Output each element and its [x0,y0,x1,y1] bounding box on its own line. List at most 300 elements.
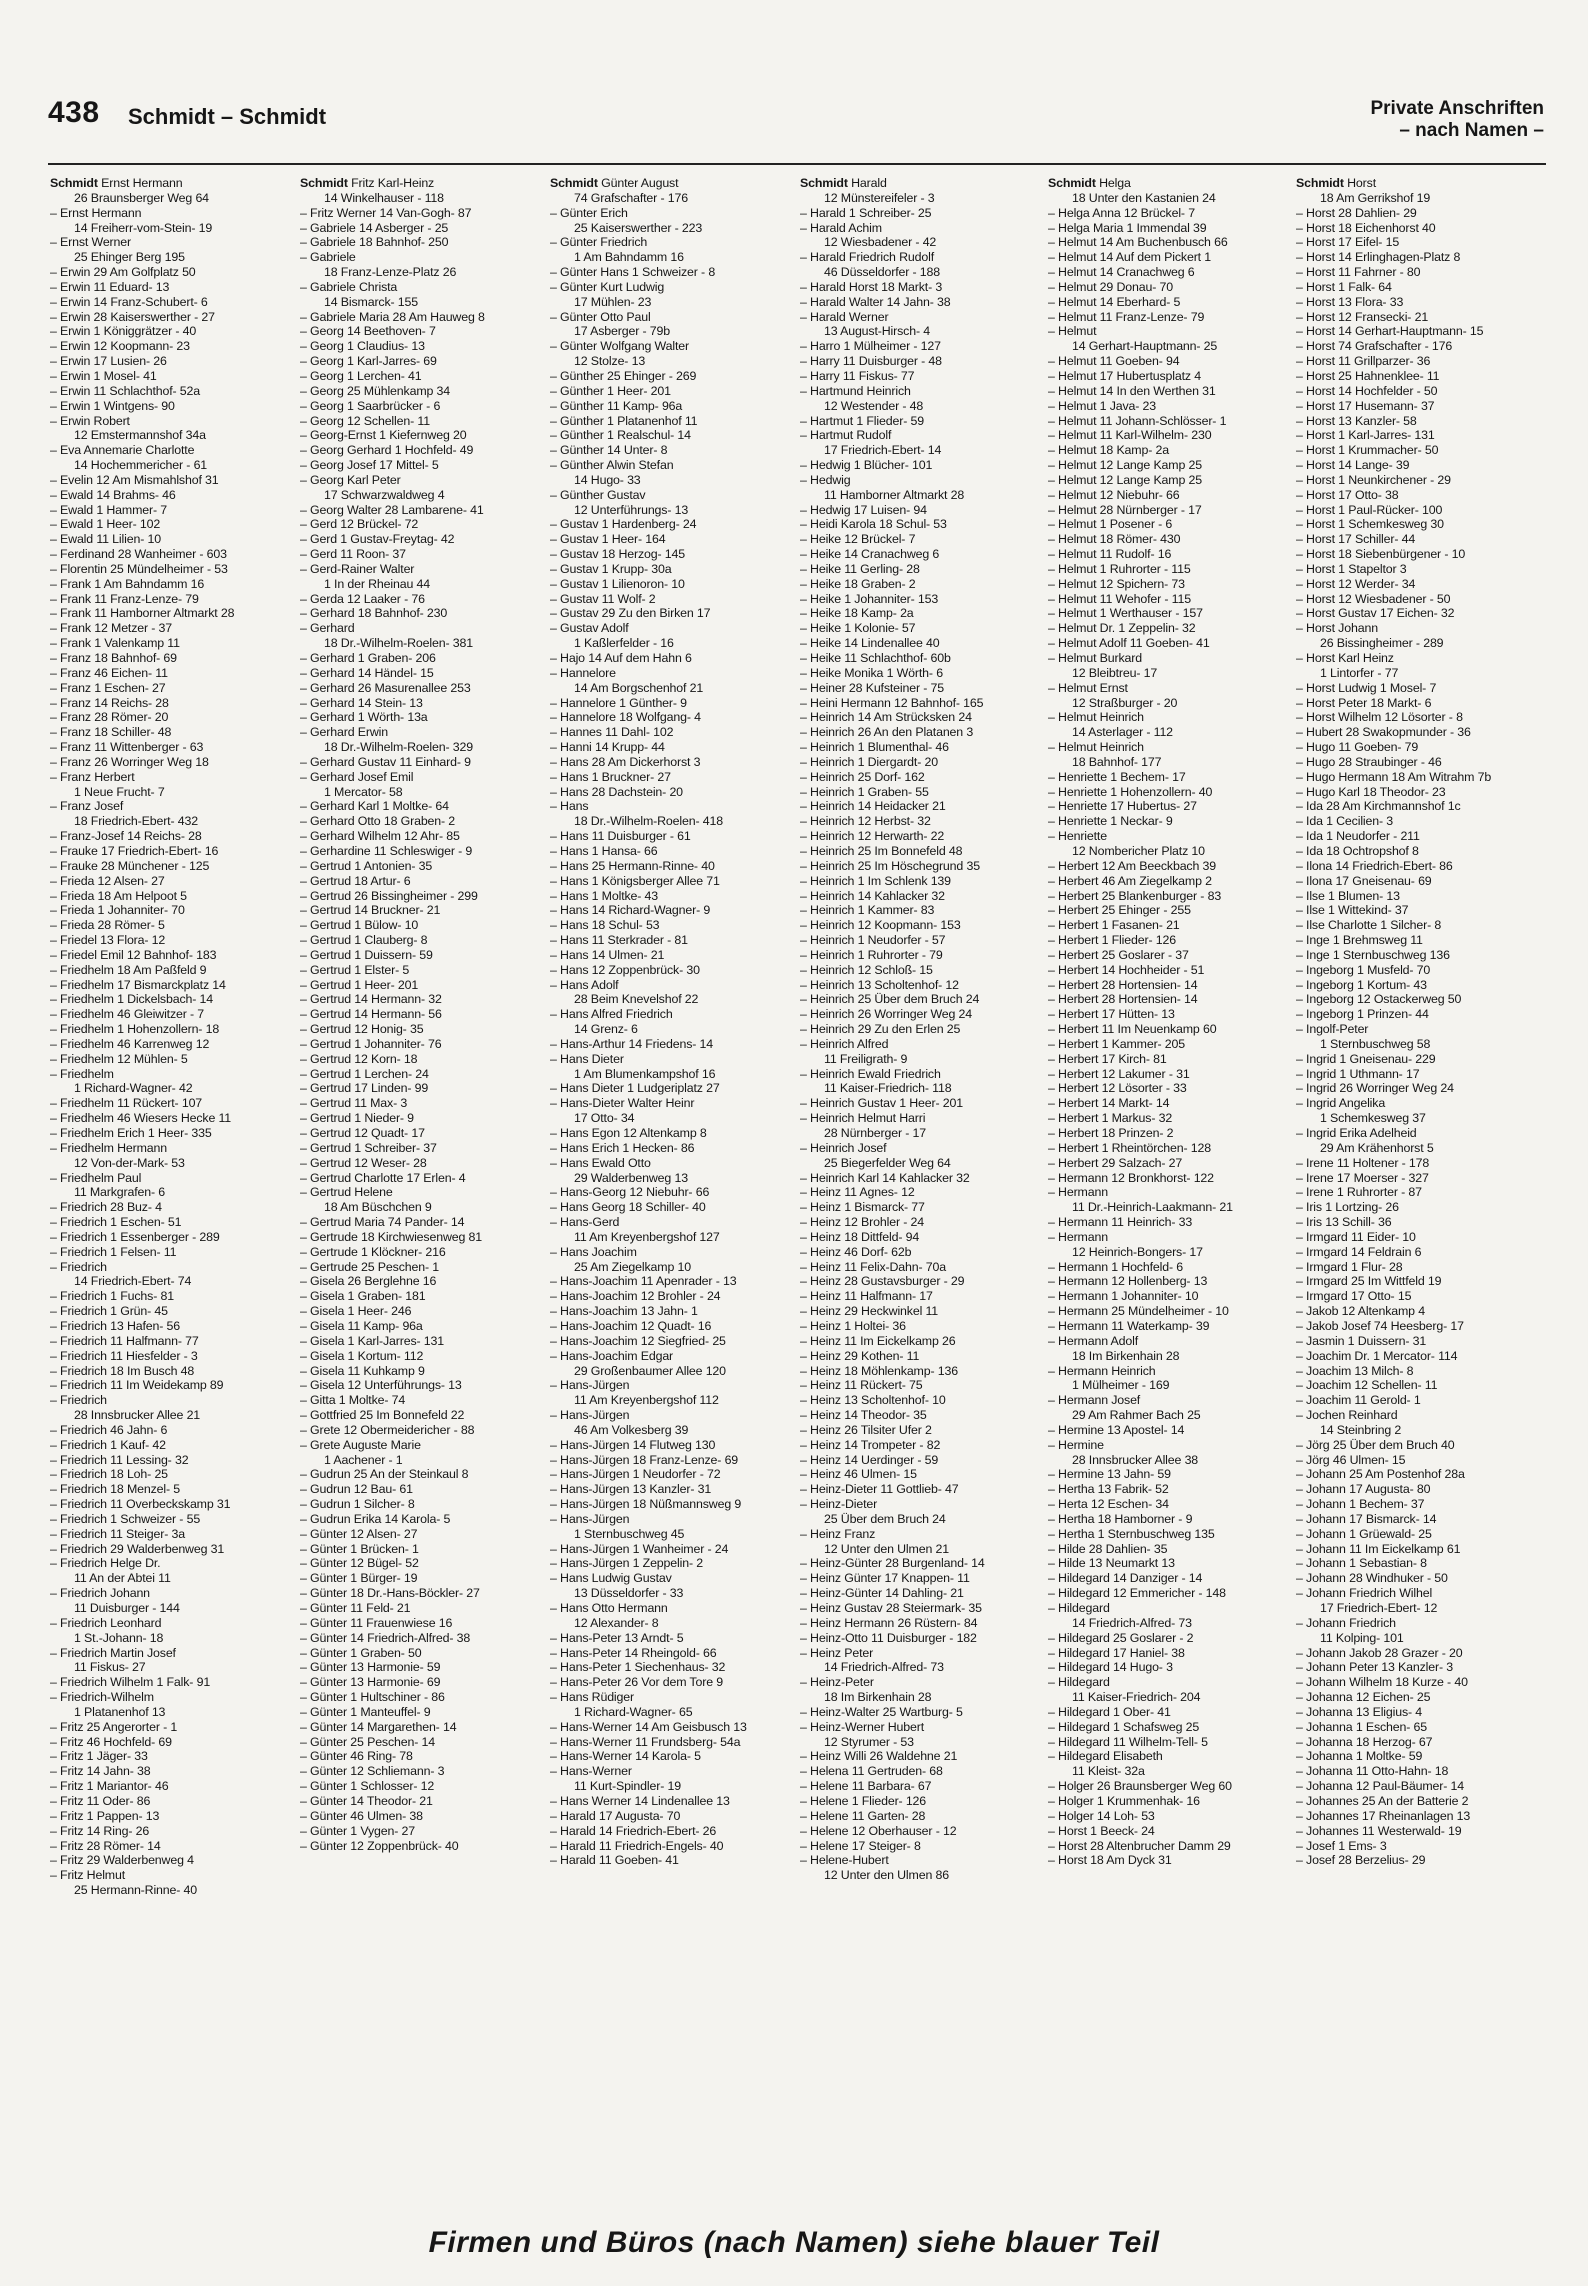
directory-entry: – Hans-Georg 12 Niebuhr- 66 [550,1185,710,1200]
directory-entry: – Friedhelm Paul [50,1170,142,1185]
directory-entry: – Ernst Hermann [50,205,142,220]
directory-entry: – Gertrud 11 Max- 3 [300,1096,408,1111]
directory-entry: – Gerhard Otto 18 Graben- 2 [300,814,456,829]
directory-entry: – Hildegard 25 Goslarer - 2 [1048,1630,1194,1645]
directory-entry: – Erwin 12 Koopmann- 23 [50,339,190,354]
directory-entry: 12 Bleibtreu- 17 [1072,665,1158,680]
directory-entry: – Friedrich 1 Schweizer - 55 [50,1511,201,1526]
directory-entry: 26 Bissingheimer - 289 [1320,636,1444,651]
directory-entry: – Hans [550,799,589,814]
directory-entry: – Horst 14 Lange- 39 [1296,458,1410,473]
directory-entry: – Horst 12 Werder- 34 [1296,576,1416,591]
directory-entry: – Franz 18 Schiller- 48 [50,725,172,740]
directory-entry: – Hans-Jürgen [550,1511,630,1526]
directory-entry: Schmidt Helga [1048,176,1131,190]
directory-entry: 12 Unter den Ulmen 21 [824,1541,949,1556]
directory-entry: 25 Ehinger Berg 195 [74,250,185,265]
directory-entry: 29 Am Krähenhorst 5 [1320,1140,1434,1155]
directory-entry: – Gisela 1 Karl-Jarres- 131 [300,1333,445,1348]
directory-entry: – Franz 28 Römer- 20 [50,710,169,725]
directory-entry: – Günter 1 Hultschiner - 86 [300,1690,445,1705]
directory-entry: – Fritz 1 Mariantor- 46 [50,1779,169,1794]
directory-entry: – Hans 12 Zoppenbrück- 30 [550,962,700,977]
directory-entry: – Gitta 1 Moltke- 74 [300,1393,406,1408]
directory-entry: – Gertrud Maria 74 Pander- 14 [300,1215,465,1230]
directory-entry: – Georg 12 Schellen- 11 [300,413,430,428]
directory-entry: 14 Winkelhauser - 118 [324,190,444,205]
directory-entry: – Heinz 29 Heckwinkel 11 [800,1304,939,1319]
directory-entry: – Helene 11 Barbara- 67 [800,1779,932,1794]
directory-entry: – Heinrich 26 Worringer Weg 24 [800,1007,973,1022]
directory-entry: 25 Hermann-Rinne- 40 [74,1883,198,1898]
directory-entry: – Günther Gustav [550,487,646,502]
directory-entry: – Horst 11 Fahrner - 80 [1296,265,1421,280]
directory-entry: 1 Mercator- 58 [324,784,403,799]
directory-entry: – Heinz 11 Felix-Dahn- 70a [800,1259,947,1274]
directory-entry: – Friedrich 1 Eschen- 51 [50,1215,182,1230]
directory-entry: – Johann 1 Sebastian- 8 [1296,1556,1427,1571]
directory-entry: – Joachim Dr. 1 Mercator- 114 [1296,1348,1458,1363]
directory-entry: – Hermann Adolf [1048,1333,1139,1348]
directory-entry: 1 Richard-Wagner- 42 [74,1081,193,1096]
directory-entry: – Jochen Reinhard [1296,1408,1398,1423]
directory-entry: – Gottfried 25 Im Bonnefeld 22 [300,1408,465,1423]
directory-entry: – Johanna 12 Eichen- 25 [1296,1690,1431,1705]
directory-entry: – Johann Friedrich [1296,1615,1396,1630]
directory-entry: – Harry 11 Duisburger - 48 [800,354,942,369]
directory-entry: 29 Am Rahmer Bach 25 [1072,1408,1201,1423]
directory-entry: 26 Braunsberger Weg 64 [74,190,209,205]
directory-entry: – Johann 28 Windhuker - 50 [1296,1571,1448,1586]
directory-entry: – Herbert 25 Goslarer - 37 [1048,947,1189,962]
directory-entry: 12 Unterführungs- 13 [574,502,689,517]
directory-entry: – Frank 11 Franz-Lenze- 79 [50,591,199,606]
directory-entry: – Gudrun 12 Bau- 61 [300,1482,413,1497]
directory-entry: – Georg 14 Beethoven- 7 [300,324,436,339]
directory-entry: 11 Kaiser-Friedrich- 204 [1072,1690,1201,1705]
directory-entry: – Helmut 11 Rudolf- 16 [1048,547,1172,562]
directory-entry: – Heinz 14 Trompeter - 82 [800,1437,941,1452]
directory-entry: 17 Friedrich-Ebert- 14 [824,443,942,458]
directory-entry: – Heinrich 25 Dorf- 162 [800,769,925,784]
directory-entry: – Heinz 11 Agnes- 12 [800,1185,915,1200]
directory-entry: – Friedhelm 46 Gleiwitzer - 7 [50,1007,205,1022]
directory-entry: – Ida 18 Ochtropshof 8 [1296,843,1419,858]
directory-entry: – Gertrud 12 Quadt- 17 [300,1126,425,1140]
directory-entry: – Hans Georg 18 Schiller- 40 [550,1200,706,1215]
directory-entry: – Herbert 1 Fasanen- 21 [1048,918,1180,933]
directory-entry: – Günter Hans 1 Schweizer - 8 [550,265,716,280]
directory-entry: – Harald Friedrich Rudolf [800,250,934,265]
directory-entry: – Friedrich Helge Dr. [50,1556,161,1571]
directory-entry: – Gisela 1 Graben- 181 [300,1289,426,1304]
directory-entry: – Erwin 28 Kaiserswerther - 27 [50,309,215,324]
directory-entry: – Herbert 28 Hortensien- 14 [1048,992,1198,1007]
directory-entry: – Günter 18 Dr.-Hans-Böckler- 27 [300,1586,480,1601]
directory-entry: – Hermann 25 Mündelheimer - 10 [1048,1304,1229,1319]
directory-entry: – Hans Otto Hermann [550,1601,668,1615]
directory-entry: – Erwin 29 Am Golfplatz 50 [50,265,196,280]
directory-entry: – Heinrich 1 Blumenthal- 46 [800,740,949,755]
directory-entry: – Heinrich Gustav 1 Heer- 201 [800,1096,964,1111]
directory-entry: – Heinrich 14 Kahlacker 32 [800,888,945,903]
directory-entry: – Gertrud 12 Korn- 18 [300,1051,418,1066]
directory-entry: – Irmgard 1 Flur- 28 [1296,1259,1403,1274]
directory-entry: – Heinrich 26 An den Platanen 3 [800,725,974,740]
directory-entry: – Helmut 11 Johann-Schlösser- 1 [1048,413,1227,428]
directory-entry: – Heinz 14 Uerdinger - 59 [800,1452,939,1467]
directory-entry: – Erwin 11 Eduard- 13 [50,279,170,294]
directory-entry: – Hans Egon 12 Altenkamp 8 [550,1126,707,1140]
directory-entry: – Gabriele Christa [300,279,398,294]
directory-entry: – Herbert 14 Markt- 14 [1048,1096,1170,1111]
directory-entry: 1 Am Bahndamm 16 [574,250,684,265]
directory-entry: – Herbert 25 Ehinger - 255 [1048,903,1191,918]
directory-entry: 18 Dr.-Wilhelm-Roelen- 381 [324,636,473,651]
directory-entry: – Johann 1 Bechem- 37 [1296,1497,1425,1512]
directory-entry: 14 Grenz- 6 [574,1022,638,1037]
directory-entry: 28 Nürnberger - 17 [824,1126,926,1140]
directory-entry: – Heinrich 12 Herbst- 32 [800,814,931,829]
directory-entry: – Friedrich 18 Loh- 25 [50,1467,168,1482]
directory-entry: – Gisela 1 Kortum- 112 [300,1348,424,1363]
directory-entry: – Heike 14 Lindenallee 40 [800,636,940,651]
directory-entry: 17 Mühlen- 23 [574,294,652,309]
directory-entry: – Helmut 11 Karl-Wilhelm- 230 [1048,428,1212,443]
directory-entry: 11 Am Kreyenbergshof 127 [574,1229,720,1244]
directory-entry: 14 Gerhart-Hauptmann- 25 [1072,339,1218,354]
directory-entry: – Heinz 26 Tilsiter Ufer 2 [800,1422,932,1437]
directory-entry: – Günther 11 Kamp- 96a [550,398,683,413]
directory-entry: – Günther 1 Heer- 201 [550,383,671,398]
directory-entry: – Ingrid 26 Worringer Weg 24 [1296,1081,1454,1096]
directory-entry: 29 Walderbenweg 13 [574,1170,688,1185]
directory-entry: – Günter 46 Ulmen- 38 [300,1808,423,1823]
directory-entry: – Friedrich 11 Hiesfelder - 3 [50,1348,198,1363]
directory-entry: – Joachim 13 Milch- 8 [1296,1363,1414,1378]
directory-entry: 1 Mülheimer - 169 [1072,1378,1170,1393]
directory-entry: – Fritz 11 Oder- 86 [50,1793,151,1808]
directory-entry: 17 Friedrich-Ebert- 12 [1320,1601,1438,1615]
directory-column-6 [1296,176,1536,2206]
directory-entry: – Helene-Hubert [800,1853,889,1868]
directory-entry: – Friedrich [50,1393,107,1408]
directory-entry: – Helmut 14 Eberhard- 5 [1048,294,1181,309]
directory-entry: – Ilona 14 Friedrich-Ebert- 86 [1296,858,1453,873]
directory-entry: – Gerd-Rainer Walter [300,561,415,576]
directory-entry: – Hans Rüdiger [550,1690,634,1705]
directory-entry: – Hugo Karl 18 Theodor- 23 [1296,784,1446,799]
directory-entry: – Friedrich Leonhard [50,1615,162,1630]
directory-entry: 12 Heinrich-Bongers- 17 [1072,1244,1203,1259]
directory-entry: – Johannes 17 Rheinanlagen 13 [1296,1808,1471,1823]
directory-entry: Schmidt Fritz Karl-Heinz [300,176,435,190]
directory-entry: – Gertrud 1 Heer- 201 [300,977,419,992]
directory-entry: – Georg 1 Saarbrücker - 6 [300,398,441,413]
directory-entry: – Gertrud Helene [300,1185,393,1200]
directory-entry: – Harald Achim [800,220,882,235]
directory-entry: – Frank 11 Hamborner Altmarkt 28 [50,606,235,621]
directory-entry: – Hans-Jürgen [550,1408,630,1423]
directory-entry: – Franz 26 Worringer Weg 18 [50,754,209,769]
directory-entry: – Horst 1 Krummacher- 50 [1296,443,1439,458]
directory-entry: – Harald Werner [800,309,889,324]
running-title: Schmidt – Schmidt [128,104,327,129]
directory-entry: – Gerhard Gustav 11 Einhard- 9 [300,754,471,769]
directory-entry: – Gisela 11 Kuhkamp 9 [300,1363,425,1378]
directory-entry: – Hartmut Rudolf [800,428,892,443]
directory-entry: – Heinrich 25 Über dem Bruch 24 [800,992,980,1007]
directory-entry: – Georg-Ernst 1 Kiefernweg 20 [300,428,467,443]
directory-entry: – Heinrich 1 Im Schlenk 139 [800,873,951,888]
directory-entry: 28 Innsbrucker Allee 21 [74,1408,201,1423]
directory-entry: – Harald 17 Augusta- 70 [550,1808,681,1823]
directory-entry: 25 Am Ziegelkamp 10 [574,1259,691,1274]
directory-entry: – Gertrud Charlotte 17 Erlen- 4 [300,1170,466,1185]
directory-entry: – Gisela 11 Kamp- 96a [300,1318,423,1333]
directory-entry: 1 St.-Johann- 18 [74,1630,164,1645]
directory-column-5 [1048,176,1288,2206]
directory-entry: – Heinz-Dieter 11 Gottlieb- 47 [800,1482,959,1497]
directory-entry: – Heinz 29 Kothen- 11 [800,1348,920,1363]
directory-entry: – Heike 14 Cranachweg 6 [800,547,940,562]
directory-entry: – Herbert 1 Markus- 32 [1048,1111,1173,1126]
directory-entry: – Hermann 11 Heinrich- 33 [1048,1215,1193,1230]
directory-entry: – Hermann 11 Waterkamp- 39 [1048,1318,1210,1333]
directory-entry: – Günter 14 Margarethen- 14 [300,1719,457,1734]
directory-entry: – Irmgard 17 Otto- 15 [1296,1289,1412,1304]
directory-entry: – Friedrich 11 Im Weidekamp 89 [50,1378,224,1393]
directory-entry: 28 Beim Knevelshof 22 [574,992,699,1007]
directory-entry: – Friedrich 18 Menzel- 5 [50,1482,180,1497]
directory-entry: – Helmut 14 Cranachweg 6 [1048,265,1195,280]
directory-entry: – Fritz 29 Walderbenweg 4 [50,1853,194,1868]
directory-entry: – Gertrud 12 Honig- 35 [300,1022,424,1037]
directory-entry: – Horst 12 Wiesbadener - 50 [1296,591,1451,606]
directory-entry: – Günter 11 Feld- 21 [300,1601,411,1615]
directory-entry: – Johannes 11 Westerwald- 19 [1296,1823,1462,1838]
directory-entry: – Hans-Gerd [550,1215,620,1230]
directory-entry: – Helmut Heinrich [1048,740,1144,755]
directory-entry: – Hans 28 Dachstein- 20 [550,784,683,799]
directory-entry: – Horst 28 Altenbrucher Damm 29 [1048,1838,1231,1853]
directory-entry: – Hans-Joachim 12 Siegfried- 25 [550,1333,726,1348]
directory-entry: – Heiner 28 Kufsteiner - 75 [800,680,945,695]
directory-entry: – Helga Anna 12 Brückel- 7 [1048,205,1195,220]
directory-entry: – Heinrich 1 Ruhrorter - 79 [800,947,943,962]
directory-entry: – Heinz Günter 17 Knappen- 11 [800,1571,970,1586]
directory-entry: – Franz 14 Reichs- 28 [50,695,169,710]
directory-entry: – Frauke 28 Münchener - 125 [50,858,210,873]
directory-entry: – Herbert 12 Am Beeckbach 39 [1048,858,1216,873]
directory-entry: – Friedrich 11 Halfmann- 77 [50,1333,199,1348]
directory-entry: – Gertrud 26 Bissingheimer - 299 [300,888,478,903]
directory-entry: – Friedrich 1 Kauf- 42 [50,1437,166,1452]
directory-entry: – Horst 17 Otto- 38 [1296,487,1399,502]
directory-entry: – Horst 1 Falk- 64 [1296,279,1392,294]
directory-entry: – Heinz 28 Gustavsburger - 29 [800,1274,965,1289]
directory-entry: – Hildegard 11 Wilhelm-Tell- 5 [1048,1734,1208,1749]
directory-entry: – Jakob Josef 74 Heesberg- 17 [1296,1318,1464,1333]
directory-entry: – Günther 1 Platanenhof 11 [550,413,698,428]
directory-entry: – Hans-Joachim 12 Brohler - 24 [550,1289,721,1304]
directory-entry: – Heinz 13 Scholtenhof- 10 [800,1393,946,1408]
directory-entry: – Günter 1 Manteuffel- 9 [300,1704,431,1719]
directory-entry: – Hedwig 17 Luisen- 94 [800,502,927,517]
directory-entry: – Ilse 1 Blumen- 13 [1296,888,1400,903]
directory-entry: – Grete 12 Obermeidericher - 88 [300,1422,475,1437]
directory-entry: – Horst Johann [1296,621,1378,636]
directory-entry: – Friedhelm 11 Rückert- 107 [50,1096,203,1111]
directory-entry: – Harald 1 Schreiber- 25 [800,205,932,220]
directory-entry: – Günter Friedrich [550,235,648,250]
directory-entry: – Horst 13 Kanzler- 58 [1296,413,1417,428]
directory-entry: – Friedel Emil 12 Bahnhof- 183 [50,947,217,962]
directory-entry: 11 Kleist- 32a [1072,1764,1145,1779]
directory-entry: – Helmut 18 Römer- 430 [1048,532,1181,547]
directory-entry: – Hilde 28 Dahlien- 35 [1048,1541,1168,1556]
directory-entry: – Georg 25 Mühlenkamp 34 [300,383,451,398]
directory-entry: – Heini Hermann 12 Bahnhof- 165 [800,695,984,710]
directory-entry: – Heinz-Werner Hubert [800,1719,925,1734]
directory-entry: – Helmut Ernst [1048,680,1128,695]
directory-entry: – Heinz Gustav 28 Steiermark- 35 [800,1601,982,1615]
directory-entry: – Erwin 14 Franz-Schubert- 6 [50,294,208,309]
directory-entry: – Helmut 1 Java- 23 [1048,398,1157,413]
directory-entry: – Heinrich 14 Am Strücksken 24 [800,710,972,725]
directory-entry: – Irmgard 25 Im Wittfeld 19 [1296,1274,1442,1289]
directory-entry: – Gertrud 1 Schreiber- 37 [300,1140,437,1155]
directory-entry: – Helmut Dr. 1 Zeppelin- 32 [1048,621,1196,636]
directory-entry: – Friedrich 13 Hafen- 56 [50,1318,181,1333]
directory-entry: – Erwin 1 Königgrätzer - 40 [50,324,197,339]
directory-entry: – Gerhardine 11 Schleswiger - 9 [300,843,473,858]
directory-entry: – Helena 11 Gertruden- 68 [800,1764,943,1779]
directory-entry: – Heidi Karola 18 Schul- 53 [800,517,947,532]
directory-entry: – Heinrich Helmut Harri [800,1111,926,1126]
directory-entry: – Johanna 13 Eligius- 4 [1296,1704,1423,1719]
directory-entry: 11 Hamborner Altmarkt 28 [824,487,965,502]
directory-entry: – Fritz 25 Angerorter - 1 [50,1719,178,1734]
directory-entry: – Hermann [1048,1185,1108,1200]
directory-entry: Schmidt Ernst Hermann [50,176,183,190]
directory-entry: – Hans 14 Richard-Wagner- 9 [550,903,711,918]
directory-entry: – Hannelore 18 Wolfgang- 4 [550,710,701,725]
directory-entry: – Günter 13 Harmonie- 59 [300,1660,441,1675]
directory-entry: – Horst 25 Hahnenklee- 11 [1296,368,1440,383]
directory-entry: Schmidt Günter August [550,176,679,190]
directory-entry: 14 Friedrich-Ebert- 74 [74,1274,192,1289]
directory-entry: – Hans 1 Bruckner- 27 [550,769,671,784]
directory-entry: – Irene 17 Moerser - 327 [1296,1170,1429,1185]
directory-entry: – Heinz Willi 26 Waldehne 21 [800,1749,958,1764]
directory-entry: – Johann Wilhelm 18 Kurze - 40 [1296,1675,1468,1690]
directory-entry: – Günter 14 Friedrich-Alfred- 38 [300,1630,471,1645]
directory-entry: – Heinrich Ewald Friedrich [800,1066,941,1081]
directory-entry: – Frieda 28 Römer- 5 [50,918,165,933]
directory-entry: 11 Kaiser-Friedrich- 118 [824,1081,952,1096]
directory-entry: – Hans 11 Duisburger - 61 [550,829,691,844]
directory-entry: – Grete Auguste Marie [300,1437,421,1452]
directory-entry: – Hajo 14 Auf dem Hahn 6 [550,651,692,665]
directory-entry: – Hans-Jürgen 1 Neudorfer - 72 [550,1467,721,1482]
directory-entry: – Gertrude 18 Kirchwiesenweg 81 [300,1229,483,1244]
directory-entry: – Johann Friedrich Wilhel [1296,1586,1433,1601]
directory-entry: – Hermine 13 Jahn- 59 [1048,1467,1171,1482]
directory-entry: – Horst 14 Gerhart-Hauptmann- 15 [1296,324,1484,339]
directory-entry: – Inge 1 Brehmsweg 11 [1296,933,1423,948]
directory-entry: – Hartmut 1 Flieder- 59 [800,413,924,428]
directory-entry: – Heinz-Walter 25 Wartburg- 5 [800,1704,963,1719]
directory-entry: – Heinrich 12 Herwarth- 22 [800,829,945,844]
directory-entry: – Hildegard 14 Danziger - 14 [1048,1571,1203,1586]
directory-entry: – Gerd 12 Brückel- 72 [300,517,419,532]
directory-entry: – Heinz 11 Halfmann- 17 [800,1289,933,1304]
directory-entry: – Helmut 12 Niebuhr- 66 [1048,487,1180,502]
directory-entry: 1 Platanenhof 13 [74,1704,166,1719]
directory-entry: – Heinrich 25 Im Bonnefeld 48 [800,843,963,858]
directory-entry: 25 Kaiserswerther - 223 [574,220,703,235]
directory-entry: – Horst 1 Schemkesweg 30 [1296,517,1444,532]
directory-entry: – Hermann 1 Johanniter- 10 [1048,1289,1199,1304]
directory-entry: 17 Schwarzwaldweg 4 [324,487,445,502]
directory-entry: – Ferdinand 28 Wanheimer - 603 [50,547,227,562]
directory-entry: – Hertha 18 Hamborner - 9 [1048,1511,1193,1526]
directory-entry: – Friedhelm Erich 1 Heer- 335 [50,1126,212,1140]
directory-entry: – Herbert 46 Am Ziegelkamp 2 [1048,873,1212,888]
directory-entry: – Ida 28 Am Kirchmannshof 1c [1296,799,1461,814]
directory-entry: – Günter 11 Frauenwiese 16 [300,1615,453,1630]
directory-entry: – Gudrun 25 An der Steinkaul 8 [300,1467,469,1482]
directory-entry: – Gudrun Erika 14 Karola- 5 [300,1511,451,1526]
directory-entry: – Friedrich-Wilhelm [50,1690,154,1705]
directory-entry: – Friedrich 1 Essenberger - 289 [50,1229,220,1244]
directory-entry: – Heike Monika 1 Wörth- 6 [800,665,943,680]
directory-entry: – Helga Maria 1 Immendal 39 [1048,220,1207,235]
directory-entry: – Hans 1 Moltke- 43 [550,888,659,903]
directory-entry: – Frank 1 Am Bahndamm 16 [50,576,205,591]
directory-entry: – Irene 11 Holtener - 178 [1296,1155,1430,1170]
directory-entry: – Gertrud 1 Bülow- 10 [300,918,419,933]
directory-entry: – Horst Gustav 17 Eichen- 32 [1296,606,1455,621]
directory-entry: – Gerhard 18 Bahnhof- 230 [300,606,448,621]
directory-entry: – Günter 1 Vygen- 27 [300,1823,416,1838]
directory-entry: – Henriette 1 Neckar- 9 [1048,814,1173,829]
directory-entry: 18 Franz-Lenze-Platz 26 [324,265,457,280]
directory-entry: – Helmut 12 Spichern- 73 [1048,576,1185,591]
directory-entry: – Horst 14 Erlinghagen-Platz 8 [1296,250,1461,265]
directory-entry: – Fritz Helmut [50,1868,126,1883]
directory-entry: – Heinz 18 Dittfeld- 94 [800,1229,920,1244]
directory-entry: – Heike 18 Graben- 2 [800,576,916,591]
directory-entry: – Josef 1 Ems- 3 [1296,1838,1387,1853]
directory-entry: – Friedhelm 1 Hohenzollern- 18 [50,1022,220,1037]
directory-entry: – Friedhelm 17 Bismarckplatz 14 [50,977,226,992]
directory-entry: – Günter 13 Harmonie- 69 [300,1675,441,1690]
directory-entry: – Gabriele Maria 28 Am Hauweg 8 [300,309,485,324]
directory-entry: – Georg Josef 17 Mittel- 5 [300,458,439,473]
directory-entry: – Iris 1 Lortzing- 26 [1296,1200,1399,1215]
directory-entry: 11 Kolping- 101 [1320,1630,1404,1645]
directory-entry: – Helmut 11 Franz-Lenze- 79 [1048,309,1205,324]
directory-entry: – Gerhard 1 Wörth- 13a [300,710,428,725]
directory-entry: – Gertrude 25 Peschen- 1 [300,1259,439,1274]
directory-entry: – Hildegard 12 Emmericher - 148 [1048,1586,1226,1601]
directory-entry: – Gertrud 1 Duissern- 59 [300,947,433,962]
directory-entry: – Fritz 14 Jahn- 38 [50,1764,151,1779]
directory-entry: 12 Münstereifeler - 3 [824,190,935,205]
directory-entry: – Günter 1 Bürger- 19 [300,1571,418,1586]
